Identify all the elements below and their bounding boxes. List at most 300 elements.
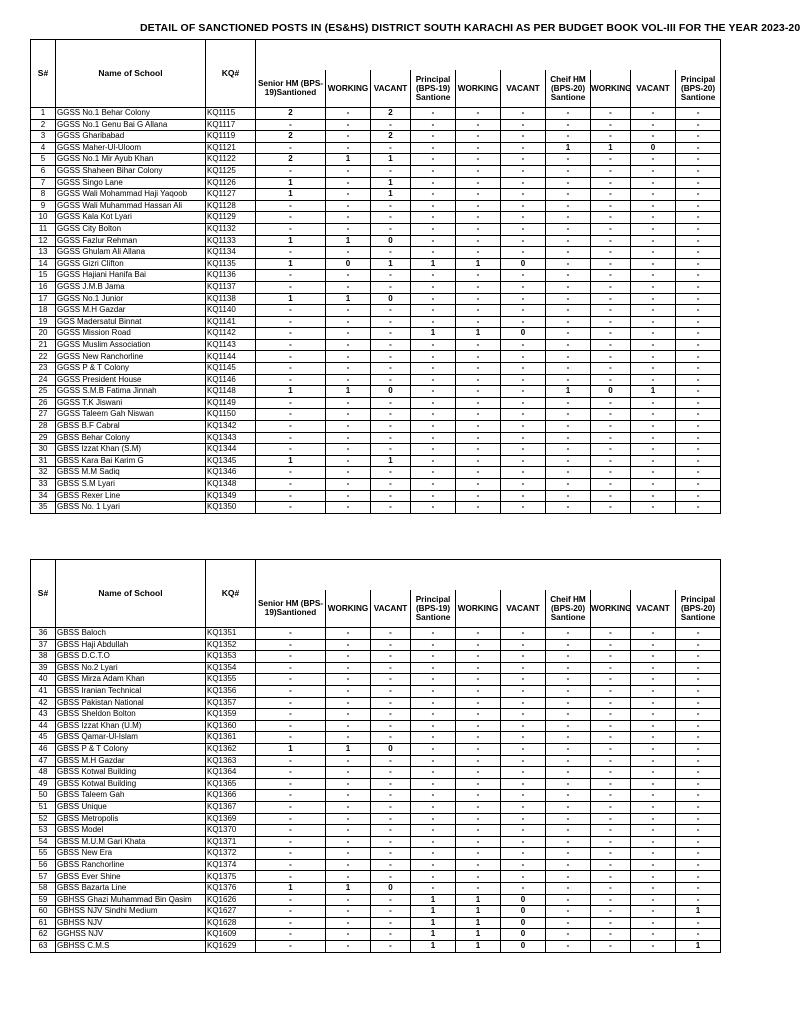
senior-hm-sanctioned-cell: - (256, 490, 326, 502)
sno-cell: 12 (31, 235, 56, 247)
senior-hm-sanctioned-cell: 1 (256, 189, 326, 201)
principal-19-vacant-cell: - (501, 628, 546, 640)
chief-hm-vacant-cell: - (631, 305, 676, 317)
principal-20-sanctioned-cell: - (676, 502, 721, 514)
senior-hm-vacant-cell: - (371, 247, 411, 259)
chief-hm-sanctioned-cell: - (546, 697, 591, 709)
chief-hm-sanctioned-cell: - (546, 409, 591, 421)
chief-hm-working-cell: - (591, 906, 631, 918)
kq-number-cell: KQ1348 (206, 479, 256, 491)
senior-hm-sanctioned-cell: - (256, 316, 326, 328)
principal-19-working-cell: - (456, 165, 501, 177)
principal-19-working-cell: - (456, 674, 501, 686)
principal-20-sanctioned-cell: - (676, 189, 721, 201)
chief-hm-vacant-cell: - (631, 894, 676, 906)
senior-hm-sanctioned-cell: - (256, 223, 326, 235)
sno-cell: 11 (31, 223, 56, 235)
principal-19-sanctioned-cell: - (411, 697, 456, 709)
table-row (31, 801, 721, 813)
principal-19-sanctioned-cell: - (411, 363, 456, 375)
table-row (31, 859, 721, 871)
senior-hm-working-cell: - (326, 790, 371, 802)
principal-20-sanctioned-cell: - (676, 432, 721, 444)
chief-hm-sanctioned-cell: - (546, 165, 591, 177)
sno-cell: 58 (31, 883, 56, 895)
senior-hm-sanctioned-cell: - (256, 709, 326, 721)
title-area (0, 0, 800, 40)
school-name-cell: GBSS Mirza Adam Khan (56, 674, 206, 686)
principal-19-working-cell: - (456, 363, 501, 375)
kq-number-cell: KQ1353 (206, 651, 256, 663)
senior-hm-vacant-cell: - (371, 662, 411, 674)
chief-hm-vacant-cell: 1 (631, 386, 676, 398)
principal-19-vacant-cell: - (501, 165, 546, 177)
chief-hm-working-cell: - (591, 189, 631, 201)
chief-hm-vacant-cell: - (631, 119, 676, 131)
senior-hm-sanctioned-cell: - (256, 848, 326, 860)
header-principal-20-sanctioned: Principal (BPS-20) Santione (676, 590, 721, 628)
principal-19-vacant-cell: - (501, 479, 546, 491)
principal-19-working-cell: - (456, 502, 501, 514)
senior-hm-sanctioned-cell: - (256, 778, 326, 790)
chief-hm-sanctioned-cell: - (546, 685, 591, 697)
header-senior-hm-vacant: VACANT (371, 590, 411, 628)
senior-hm-working-cell: 1 (326, 883, 371, 895)
chief-hm-working-cell: - (591, 305, 631, 317)
table-row (31, 743, 721, 755)
principal-19-vacant-cell: - (501, 639, 546, 651)
chief-hm-sanctioned-cell: - (546, 223, 591, 235)
principal-19-working-cell: - (456, 709, 501, 721)
chief-hm-sanctioned-cell: - (546, 374, 591, 386)
school-name-cell: GGSS Wali Mohammad Haji Yaqoob (56, 189, 206, 201)
chief-hm-vacant-cell: - (631, 108, 676, 120)
chief-hm-vacant-cell: - (631, 351, 676, 363)
chief-hm-sanctioned-cell: - (546, 859, 591, 871)
kq-number-cell: KQ1121 (206, 142, 256, 154)
senior-hm-working-cell: - (326, 732, 371, 744)
principal-19-vacant-cell: - (501, 305, 546, 317)
senior-hm-vacant-cell: - (371, 720, 411, 732)
principal-20-sanctioned-cell: - (676, 755, 721, 767)
chief-hm-working-cell: - (591, 351, 631, 363)
senior-hm-vacant-cell: - (371, 651, 411, 663)
senior-hm-working-cell: - (326, 119, 371, 131)
principal-19-vacant-cell: - (501, 386, 546, 398)
principal-19-vacant-cell: - (501, 859, 546, 871)
sno-cell: 43 (31, 709, 56, 721)
chief-hm-working-cell: - (591, 409, 631, 421)
principal-20-sanctioned-cell: - (676, 467, 721, 479)
kq-number-cell: KQ1375 (206, 871, 256, 883)
kq-number-cell: KQ1346 (206, 467, 256, 479)
chief-hm-vacant-cell: - (631, 825, 676, 837)
principal-19-vacant-cell: - (501, 732, 546, 744)
chief-hm-vacant-cell: - (631, 755, 676, 767)
school-name-cell: GGSS Hajiani Hanifa Bai (56, 270, 206, 282)
table-row (31, 177, 721, 189)
table-row (31, 339, 721, 351)
table-row (31, 639, 721, 651)
principal-19-sanctioned-cell: - (411, 801, 456, 813)
principal-19-working-cell: - (456, 871, 501, 883)
senior-hm-vacant-cell: - (371, 316, 411, 328)
table-row (31, 813, 721, 825)
principal-20-sanctioned-cell: - (676, 351, 721, 363)
principal-19-vacant-cell: - (501, 108, 546, 120)
chief-hm-working-cell: - (591, 455, 631, 467)
table-row (31, 502, 721, 514)
header-sno: S# (31, 40, 56, 108)
principal-19-vacant-cell: 0 (501, 894, 546, 906)
principal-19-working-cell: - (456, 351, 501, 363)
senior-hm-working-cell: - (326, 825, 371, 837)
chief-hm-working-cell: - (591, 662, 631, 674)
sno-cell: 28 (31, 421, 56, 433)
sno-cell: 25 (31, 386, 56, 398)
principal-19-vacant-cell: - (501, 490, 546, 502)
table-row (31, 467, 721, 479)
kq-number-cell: KQ1142 (206, 328, 256, 340)
sanctioned-posts-table-2 (30, 559, 721, 953)
kq-number-cell: KQ1354 (206, 662, 256, 674)
kq-number-cell: KQ1376 (206, 883, 256, 895)
kq-number-cell: KQ1150 (206, 409, 256, 421)
principal-19-sanctioned-cell: 1 (411, 328, 456, 340)
chief-hm-sanctioned-cell: - (546, 467, 591, 479)
principal-19-sanctioned-cell: - (411, 409, 456, 421)
table-row (31, 270, 721, 282)
principal-19-vacant-cell: - (501, 212, 546, 224)
principal-19-working-cell: 1 (456, 894, 501, 906)
principal-19-working-cell: - (456, 397, 501, 409)
table-row (31, 165, 721, 177)
senior-hm-working-cell: - (326, 813, 371, 825)
sno-cell: 51 (31, 801, 56, 813)
senior-hm-sanctioned-cell: - (256, 628, 326, 640)
sno-cell: 55 (31, 848, 56, 860)
kq-number-cell: KQ1115 (206, 108, 256, 120)
senior-hm-sanctioned-cell: - (256, 906, 326, 918)
principal-20-sanctioned-cell: - (676, 247, 721, 259)
senior-hm-sanctioned-cell: - (256, 374, 326, 386)
header-principal-19-working: WORKING (456, 70, 501, 108)
chief-hm-sanctioned-cell: - (546, 479, 591, 491)
school-name-cell: GGSS Maher-Ul-Uloom (56, 142, 206, 154)
table-row (31, 293, 721, 305)
chief-hm-working-cell: 0 (591, 386, 631, 398)
sno-cell: 18 (31, 305, 56, 317)
senior-hm-sanctioned-cell: - (256, 305, 326, 317)
table-row (31, 409, 721, 421)
senior-hm-sanctioned-cell: - (256, 142, 326, 154)
document-title: DETAIL OF SANCTIONED POSTS IN (ES&HS) DISTRICT SOUTH KARACHI AS PER BUDGET BOOK VOL-III FOR THE YEAR 2023-20 (140, 22, 800, 34)
principal-19-sanctioned-cell: - (411, 639, 456, 651)
senior-hm-vacant-cell: - (371, 212, 411, 224)
principal-20-sanctioned-cell: - (676, 490, 721, 502)
senior-hm-sanctioned-cell: 1 (256, 455, 326, 467)
principal-19-sanctioned-cell: - (411, 119, 456, 131)
school-name-cell: GGSS Mission Road (56, 328, 206, 340)
senior-hm-sanctioned-cell: - (256, 917, 326, 929)
chief-hm-working-cell: - (591, 131, 631, 143)
principal-20-sanctioned-cell: - (676, 316, 721, 328)
senior-hm-sanctioned-cell: - (256, 212, 326, 224)
principal-19-sanctioned-cell: - (411, 502, 456, 514)
senior-hm-working-cell: - (326, 305, 371, 317)
principal-19-working-cell: - (456, 409, 501, 421)
chief-hm-sanctioned-cell: - (546, 813, 591, 825)
chief-hm-working-cell: - (591, 328, 631, 340)
sno-cell: 20 (31, 328, 56, 340)
sno-cell: 33 (31, 479, 56, 491)
principal-19-working-cell: 1 (456, 906, 501, 918)
chief-hm-vacant-cell: - (631, 270, 676, 282)
principal-19-sanctioned-cell: - (411, 212, 456, 224)
principal-20-sanctioned-cell: - (676, 293, 721, 305)
principal-20-sanctioned-cell: - (676, 108, 721, 120)
principal-20-sanctioned-cell: - (676, 363, 721, 375)
principal-20-sanctioned-cell: - (676, 790, 721, 802)
senior-hm-vacant-cell: - (371, 848, 411, 860)
senior-hm-working-cell: 1 (326, 293, 371, 305)
kq-number-cell: KQ1363 (206, 755, 256, 767)
senior-hm-sanctioned-cell: - (256, 790, 326, 802)
header-senior-hm-working: WORKING (326, 70, 371, 108)
principal-19-sanctioned-cell: - (411, 732, 456, 744)
chief-hm-working-cell: - (591, 732, 631, 744)
principal-19-vacant-cell: - (501, 444, 546, 456)
sno-cell: 34 (31, 490, 56, 502)
senior-hm-sanctioned-cell: - (256, 351, 326, 363)
chief-hm-working-cell: - (591, 374, 631, 386)
senior-hm-working-cell: - (326, 490, 371, 502)
school-name-cell: GGSS Singo Lane (56, 177, 206, 189)
senior-hm-vacant-cell: - (371, 836, 411, 848)
principal-19-sanctioned-cell: - (411, 154, 456, 166)
chief-hm-working-cell: - (591, 743, 631, 755)
principal-20-sanctioned-cell: - (676, 235, 721, 247)
senior-hm-vacant-cell: - (371, 628, 411, 640)
chief-hm-sanctioned-cell: - (546, 421, 591, 433)
principal-19-working-cell: - (456, 281, 501, 293)
senior-hm-vacant-cell: - (371, 685, 411, 697)
senior-hm-vacant-cell: - (371, 467, 411, 479)
chief-hm-sanctioned-cell: 1 (546, 142, 591, 154)
table-row (31, 871, 721, 883)
chief-hm-working-cell: - (591, 223, 631, 235)
chief-hm-vacant-cell: - (631, 836, 676, 848)
principal-19-sanctioned-cell: - (411, 386, 456, 398)
senior-hm-vacant-cell: - (371, 490, 411, 502)
school-name-cell: GGSS No.1 Mir Ayub Khan (56, 154, 206, 166)
kq-number-cell: KQ1149 (206, 397, 256, 409)
chief-hm-vacant-cell: - (631, 929, 676, 941)
table-row (31, 767, 721, 779)
table-row (31, 351, 721, 363)
senior-hm-sanctioned-cell: - (256, 502, 326, 514)
principal-19-sanctioned-cell: 1 (411, 258, 456, 270)
senior-hm-working-cell: 1 (326, 235, 371, 247)
principal-19-vacant-cell: - (501, 363, 546, 375)
principal-19-working-cell: - (456, 848, 501, 860)
principal-20-sanctioned-cell: - (676, 871, 721, 883)
senior-hm-working-cell: - (326, 409, 371, 421)
senior-hm-working-cell: - (326, 351, 371, 363)
senior-hm-working-cell: - (326, 281, 371, 293)
principal-19-working-cell: - (456, 743, 501, 755)
principal-19-sanctioned-cell: - (411, 432, 456, 444)
senior-hm-working-cell: - (326, 502, 371, 514)
chief-hm-working-cell: 1 (591, 142, 631, 154)
senior-hm-vacant-cell: - (371, 941, 411, 953)
senior-hm-vacant-cell: - (371, 801, 411, 813)
chief-hm-vacant-cell: - (631, 651, 676, 663)
principal-19-working-cell: - (456, 825, 501, 837)
school-name-cell: GGSS No.1 Behar Colony (56, 108, 206, 120)
senior-hm-working-cell: - (326, 328, 371, 340)
senior-hm-vacant-cell: 0 (371, 386, 411, 398)
principal-19-working-cell: - (456, 778, 501, 790)
principal-19-sanctioned-cell: - (411, 674, 456, 686)
senior-hm-sanctioned-cell: 1 (256, 293, 326, 305)
chief-hm-sanctioned-cell: - (546, 444, 591, 456)
principal-19-sanctioned-cell: - (411, 374, 456, 386)
senior-hm-working-cell: - (326, 316, 371, 328)
school-name-cell: GGSS New Ranchorline (56, 351, 206, 363)
chief-hm-working-cell: - (591, 444, 631, 456)
principal-19-working-cell: - (456, 479, 501, 491)
principal-19-working-cell: - (456, 813, 501, 825)
principal-19-sanctioned-cell: - (411, 131, 456, 143)
senior-hm-sanctioned-cell: - (256, 328, 326, 340)
senior-hm-vacant-cell: - (371, 339, 411, 351)
chief-hm-sanctioned-cell: - (546, 743, 591, 755)
principal-20-sanctioned-cell: - (676, 883, 721, 895)
chief-hm-sanctioned-cell: - (546, 801, 591, 813)
sno-cell: 31 (31, 455, 56, 467)
chief-hm-working-cell: - (591, 639, 631, 651)
chief-hm-vacant-cell: - (631, 778, 676, 790)
senior-hm-working-cell: 1 (326, 386, 371, 398)
table-row (31, 247, 721, 259)
chief-hm-vacant-cell: - (631, 235, 676, 247)
senior-hm-working-cell: - (326, 189, 371, 201)
sno-cell: 40 (31, 674, 56, 686)
senior-hm-working-cell: - (326, 212, 371, 224)
sno-cell: 7 (31, 177, 56, 189)
kq-number-cell: KQ1628 (206, 917, 256, 929)
principal-19-vacant-cell: - (501, 339, 546, 351)
senior-hm-sanctioned-cell: - (256, 813, 326, 825)
chief-hm-vacant-cell: - (631, 628, 676, 640)
senior-hm-vacant-cell: - (371, 813, 411, 825)
senior-hm-sanctioned-cell: - (256, 467, 326, 479)
principal-20-sanctioned-cell: - (676, 421, 721, 433)
kq-number-cell: KQ1372 (206, 848, 256, 860)
principal-19-working-cell: - (456, 316, 501, 328)
header-sno: S# (31, 560, 56, 628)
school-name-cell: GGSS Ghulam Ali Allana (56, 247, 206, 259)
principal-19-sanctioned-cell: - (411, 836, 456, 848)
chief-hm-vacant-cell: - (631, 941, 676, 953)
table-row (31, 906, 721, 918)
senior-hm-sanctioned-cell: - (256, 339, 326, 351)
principal-19-sanctioned-cell: - (411, 685, 456, 697)
sno-cell: 15 (31, 270, 56, 282)
kq-number-cell: KQ1357 (206, 697, 256, 709)
chief-hm-vacant-cell: - (631, 258, 676, 270)
principal-19-sanctioned-cell: 1 (411, 929, 456, 941)
sno-cell: 54 (31, 836, 56, 848)
school-name-cell: GGS Madersatul Binnat (56, 316, 206, 328)
senior-hm-sanctioned-cell: - (256, 859, 326, 871)
principal-19-vacant-cell: - (501, 223, 546, 235)
chief-hm-working-cell: - (591, 421, 631, 433)
principal-20-sanctioned-cell: - (676, 479, 721, 491)
chief-hm-sanctioned-cell: - (546, 189, 591, 201)
chief-hm-working-cell: - (591, 119, 631, 131)
principal-19-working-cell: 1 (456, 941, 501, 953)
header-school-name: Name of School (56, 40, 206, 108)
chief-hm-vacant-cell: - (631, 339, 676, 351)
chief-hm-sanctioned-cell: - (546, 212, 591, 224)
senior-hm-vacant-cell: - (371, 790, 411, 802)
chief-hm-vacant-cell: - (631, 212, 676, 224)
senior-hm-sanctioned-cell: - (256, 281, 326, 293)
table-row (31, 363, 721, 375)
principal-19-vacant-cell: - (501, 883, 546, 895)
senior-hm-vacant-cell: - (371, 639, 411, 651)
principal-19-vacant-cell: - (501, 270, 546, 282)
table-row (31, 894, 721, 906)
header-chief-hm-working: WORKING (591, 590, 631, 628)
header-senior-hm-working: WORKING (326, 590, 371, 628)
school-name-cell: GBSS Sheldon Bolton (56, 709, 206, 721)
sno-cell: 35 (31, 502, 56, 514)
kq-number-cell: KQ1361 (206, 732, 256, 744)
school-name-cell: GBSS S.M Lyari (56, 479, 206, 491)
kq-number-cell: KQ1356 (206, 685, 256, 697)
principal-19-working-cell: - (456, 467, 501, 479)
senior-hm-sanctioned-cell: - (256, 894, 326, 906)
principal-19-working-cell: - (456, 293, 501, 305)
sno-cell: 27 (31, 409, 56, 421)
senior-hm-working-cell: - (326, 709, 371, 721)
kq-number-cell: KQ1369 (206, 813, 256, 825)
school-name-cell: GBSS Metropolis (56, 813, 206, 825)
principal-19-working-cell: 1 (456, 917, 501, 929)
senior-hm-vacant-cell: - (371, 674, 411, 686)
kq-number-cell: KQ1359 (206, 709, 256, 721)
chief-hm-working-cell: - (591, 397, 631, 409)
senior-hm-working-cell: - (326, 778, 371, 790)
principal-19-sanctioned-cell: - (411, 444, 456, 456)
sno-cell: 60 (31, 906, 56, 918)
chief-hm-vacant-cell: - (631, 871, 676, 883)
chief-hm-working-cell: - (591, 767, 631, 779)
principal-19-working-cell: - (456, 189, 501, 201)
principal-20-sanctioned-cell: - (676, 894, 721, 906)
chief-hm-working-cell: - (591, 339, 631, 351)
principal-19-working-cell: 1 (456, 258, 501, 270)
school-name-cell: GGSS Kala Kot Lyari (56, 212, 206, 224)
sno-cell: 6 (31, 165, 56, 177)
senior-hm-sanctioned-cell: - (256, 270, 326, 282)
chief-hm-vacant-cell: - (631, 328, 676, 340)
chief-hm-vacant-cell: - (631, 813, 676, 825)
principal-19-vacant-cell: - (501, 397, 546, 409)
